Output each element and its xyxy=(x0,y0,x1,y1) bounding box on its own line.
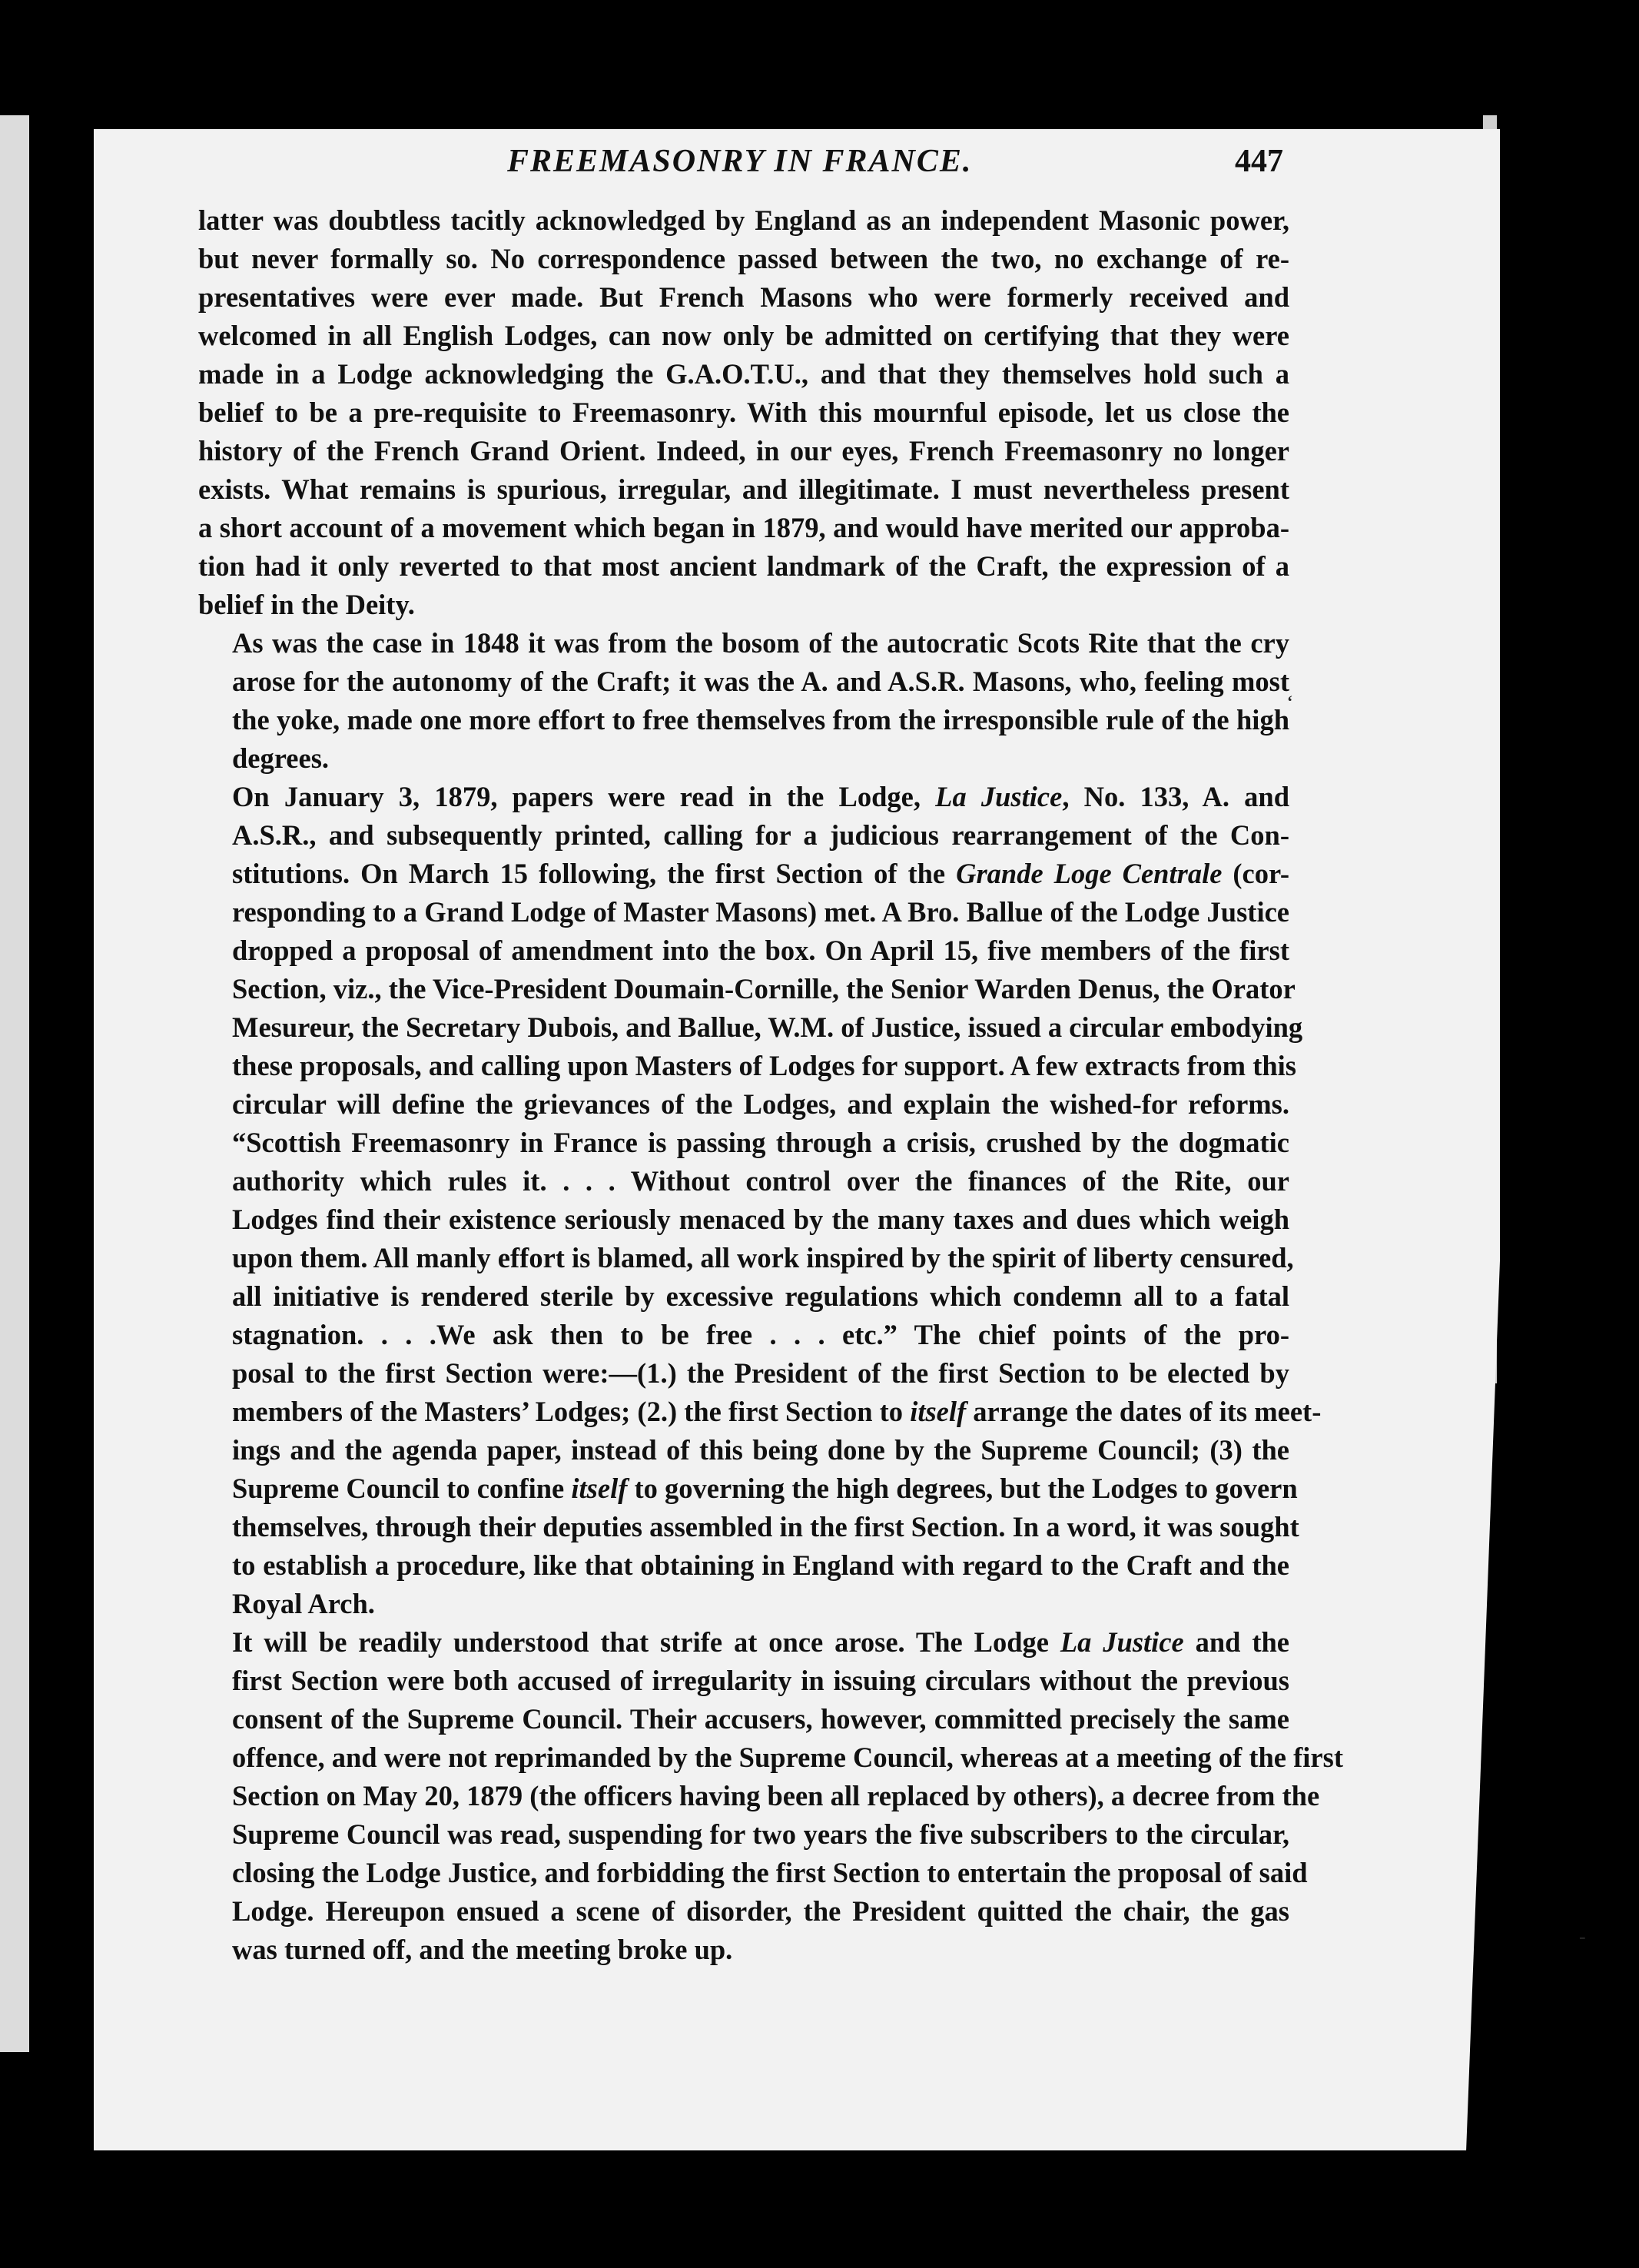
text-line: responding to a Grand Lodge of Master Masons) met. A Bro. Ballue of the Lodge Justice xyxy=(232,896,1289,928)
text-line: It will be readily understood that strife at once arose. The Lodge La Justice and the xyxy=(232,1626,1289,1658)
text-line: Supreme Council to confine itself to governing the high degrees, but the Lodges to govern xyxy=(232,1473,1298,1504)
text-line: stagnation. . . .We ask then to be free . . . etc.” The chief points of the pro- xyxy=(232,1319,1289,1350)
text-line: “Scottish Freemasonry in France is passing through a crisis, crushed by the dogmatic xyxy=(232,1127,1289,1158)
text-line: Lodge. Hereupon ensued a scene of disorder, the President quitted the chair, the gas xyxy=(232,1895,1289,1927)
paragraph xyxy=(198,778,1322,1623)
text-line: tion had it only reverted to that most ancient landmark of the Craft, the expression of a xyxy=(198,550,1289,582)
text-line: but never formally so. No correspondence passed between the two, no exchange of re- xyxy=(198,243,1289,274)
text-line: consent of the Supreme Council. Their accusers, however, committed precisely the same xyxy=(232,1703,1289,1735)
text-line: welcomed in all English Lodges, can now only be admitted on certifying that they were xyxy=(198,320,1289,351)
paragraph xyxy=(198,624,1289,778)
adjacent-page-edge xyxy=(0,115,29,2052)
page-gutter xyxy=(29,115,98,2052)
text-line: A.S.R., and subsequently printed, calling for a judicious rearrangement of the Con- xyxy=(232,819,1289,851)
text-line: was turned off, and the meeting broke up. xyxy=(232,1934,733,1965)
paragraph xyxy=(198,201,1289,624)
text-line: the yoke, made one more effort to free themselves from the irresponsible rule of the high xyxy=(232,704,1289,736)
text-line: belief to be a pre-requisite to Freemasonry. With this mournful episode, let us close the xyxy=(198,397,1289,428)
text-line: dropped a proposal of amendment into the box. On April 15, five members of the first xyxy=(232,935,1289,966)
text-line: members of the Masters’ Lodges; (2.) the first Section to itself arrange the dates of its meet- xyxy=(232,1396,1322,1427)
paragraph xyxy=(198,1623,1343,1969)
text-line: Lodges find their existence seriously menaced by the many taxes and dues which weigh xyxy=(232,1204,1289,1235)
text-line: closing the Lodge Justice, and forbidding the first Section to entertain the proposal of said xyxy=(232,1857,1308,1888)
text-line: to establish a procedure, like that obtaining in England with regard to the Craft and the xyxy=(232,1549,1289,1581)
text-line: a short account of a movement which began in 1879, and would have merited our approba- xyxy=(198,512,1289,543)
text-line: offence, and were not reprimanded by the Supreme Council, whereas at a meeting of the first xyxy=(232,1742,1343,1773)
text-line: themselves, through their deputies assembled in the first Section. In a word, it was sought xyxy=(232,1511,1299,1542)
text-line: made in a Lodge acknowledging the G.A.O.T.U., and that they themselves hold such a xyxy=(198,358,1289,390)
text-line: circular will define the grievances of the Lodges, and explain the wished-for reforms. xyxy=(232,1088,1289,1120)
text-line: exists. What remains is spurious, irregular, and illegitimate. I must nevertheless present xyxy=(198,473,1289,505)
text-line: ings and the agenda paper, instead of this being done by the Supreme Council; (3) the xyxy=(232,1434,1289,1466)
text-line: degrees. xyxy=(232,742,330,774)
page-number: 447 xyxy=(1235,144,1283,179)
text-line: stitutions. On March 15 following, the first Section of the Grande Loge Centrale (cor- xyxy=(232,858,1290,889)
page-header xyxy=(415,143,1283,189)
text-line: posal to the first Section were:—(1.) the President of the first Section to be elected by xyxy=(232,1357,1289,1389)
text-line: all initiative is rendered sterile by excessive regulations which condemn all to a fatal xyxy=(232,1280,1289,1312)
text-line: authority which rules it. . . . Without control over the finances of the Rite, our xyxy=(232,1165,1289,1197)
text-line: arose for the autonomy of the Craft; it was the A. and A.S.R. Masons, who, feeling most xyxy=(232,666,1289,697)
text-line: first Section were both accused of irregularity in issuing circulars without the previous xyxy=(232,1665,1289,1696)
text-line: Section on May 20, 1879 (the officers having been all replaced by others), a decree from the xyxy=(232,1780,1320,1811)
text-line: history of the French Grand Orient. Indeed, in our eyes, French Freemasonry no longer xyxy=(198,435,1289,467)
text-line: Royal Arch. xyxy=(232,1588,375,1619)
stray-mark: ‘ xyxy=(1287,692,1293,711)
text-line: On January 3, 1879, papers were read in the Lodge, La Justice, No. 133, A. and xyxy=(232,781,1289,812)
body-text xyxy=(198,201,1343,1969)
running-head: FREEMASONRY IN FRANCE. xyxy=(507,144,973,179)
text-line: Mesureur, the Secretary Dubois, and Ballue, W.M. of Justice, issued a circular embodying xyxy=(232,1011,1303,1043)
text-line: presentatives were ever made. But French Masons who were formerly received and xyxy=(198,281,1289,313)
text-line: Supreme Council was read, suspending for two years the five subscribers to the circular, xyxy=(232,1818,1289,1850)
stray-mark: - xyxy=(1579,1925,1586,1948)
text-line: As was the case in 1848 it was from the bosom of the autocratic Scots Rite that the cry xyxy=(232,627,1289,659)
text-line: belief in the Deity. xyxy=(198,589,415,620)
text-line: Section, viz., the Vice-President Doumain-Cornille, the Senior Warden Denus, the Orator xyxy=(232,973,1296,1004)
text-line: these proposals, and calling upon Masters of Lodges for support. A few extracts from this xyxy=(232,1050,1297,1081)
text-line: latter was doubtless tacitly acknowledged by England as an independent Masonic power, xyxy=(198,204,1289,236)
text-line: upon them. All manly effort is blamed, all work inspired by the spirit of liberty censured, xyxy=(232,1242,1294,1273)
